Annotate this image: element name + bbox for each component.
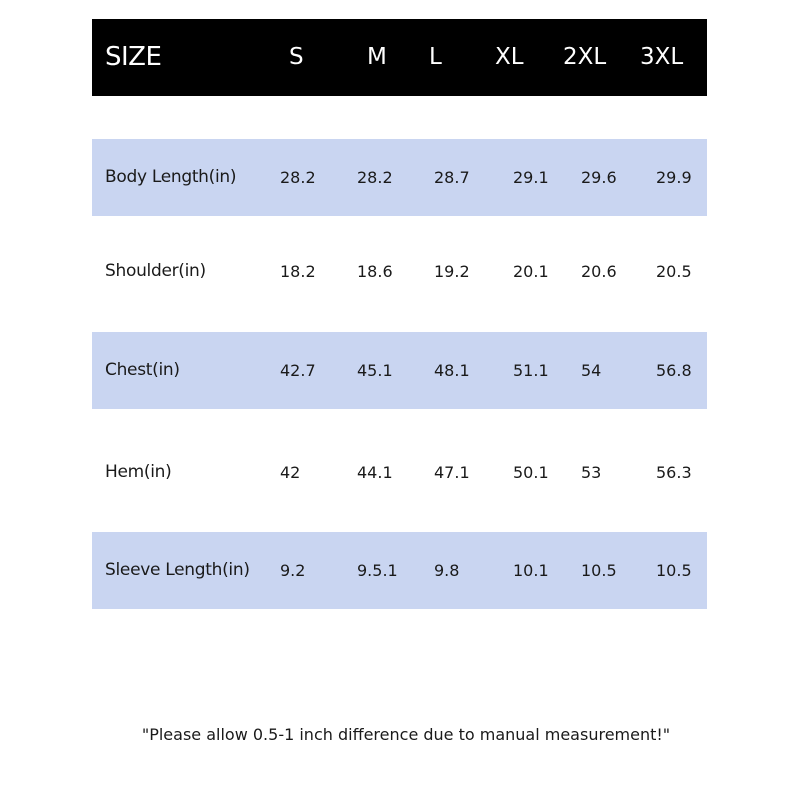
table-cell: 53: [581, 463, 602, 482]
table-cell: 42.7: [280, 361, 316, 380]
header-size-3xl: 3XL: [640, 44, 684, 70]
row-label: Body Length(in): [105, 167, 237, 187]
table-cell: 54: [581, 361, 602, 380]
row-label: Shoulder(in): [105, 261, 206, 281]
header-size-m: M: [367, 44, 387, 70]
table-cell: 28.2: [280, 168, 316, 187]
table-cell: 47.1: [434, 463, 470, 482]
header-size-xl: XL: [495, 44, 524, 70]
table-cell: 18.6: [357, 262, 393, 281]
table-cell: 28.2: [357, 168, 393, 187]
table-cell: 20.6: [581, 262, 617, 281]
table-cell: 10.5: [581, 561, 617, 580]
table-cell: 29.1: [513, 168, 549, 187]
table-cell: 29.6: [581, 168, 617, 187]
row-label: Sleeve Length(in): [105, 560, 250, 580]
row-label: Hem(in): [105, 462, 172, 482]
table-cell: 28.7: [434, 168, 470, 187]
table-cell: 20.5: [656, 262, 692, 281]
header-size-s: S: [289, 44, 304, 70]
row-label: Chest(in): [105, 360, 180, 380]
table-cell: 56.3: [656, 463, 692, 482]
table-cell: 29.9: [656, 168, 692, 187]
header-size-2xl: 2XL: [563, 44, 607, 70]
table-cell: 9.8: [434, 561, 460, 580]
table-cell: 9.2: [280, 561, 306, 580]
header-size-label: SIZE: [105, 42, 162, 72]
table-cell: 51.1: [513, 361, 549, 380]
table-cell: 50.1: [513, 463, 549, 482]
table-cell: 45.1: [357, 361, 393, 380]
table-cell: 10.5: [656, 561, 692, 580]
table-row-shoulder: [92, 233, 707, 310]
table-cell: 20.1: [513, 262, 549, 281]
size-table-header: [92, 19, 707, 96]
table-cell: 56.8: [656, 361, 692, 380]
table-cell: 48.1: [434, 361, 470, 380]
table-cell: 42: [280, 463, 301, 482]
header-size-l: L: [429, 44, 442, 70]
table-cell: 19.2: [434, 262, 470, 281]
table-cell: 18.2: [280, 262, 316, 281]
table-row-chest: [92, 332, 707, 409]
table-row-body-length: [92, 139, 707, 216]
table-cell: 9.5.1: [357, 561, 398, 580]
table-row-hem: [92, 434, 707, 511]
measurement-note: "Please allow 0.5-1 inch difference due to manual measurement!": [141, 725, 671, 744]
table-row-sleeve-length: [92, 532, 707, 609]
table-cell: 10.1: [513, 561, 549, 580]
table-cell: 44.1: [357, 463, 393, 482]
